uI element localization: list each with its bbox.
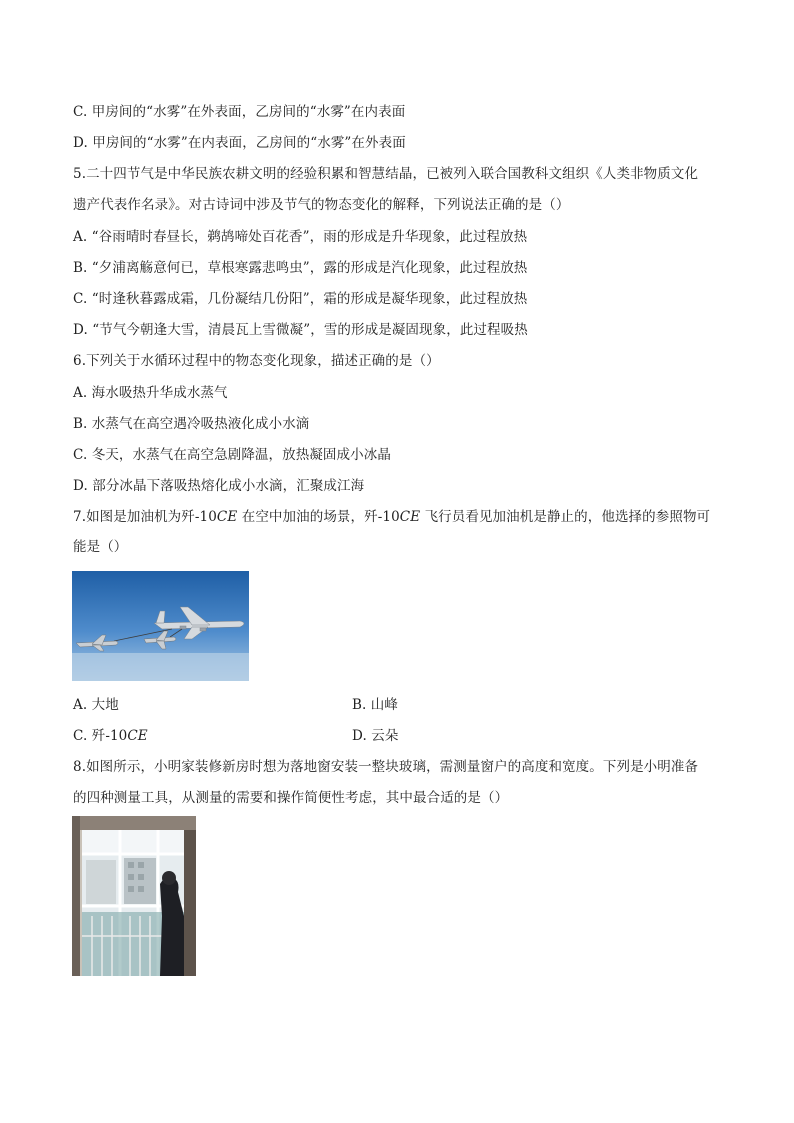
q7-ce-1: CE — [216, 509, 238, 525]
q6-option-b: B. 水蒸气在高空遇冷吸热液化成小水滴 — [73, 416, 310, 432]
q7-option-d: D. 云朵 — [352, 728, 399, 744]
q6-option-a: A. 海水吸热升华成水蒸气 — [73, 385, 228, 401]
q6-option-c: C. 冬天，水蒸气在高空急剧降温，放热凝固成小冰晶 — [73, 447, 391, 463]
q7-stem-line2: 能是（） — [73, 539, 128, 555]
q5-stem-line2: 遗产代表作名录》。对古诗词中涉及节气的物态变化的解释，下列说法正确的是（） — [73, 197, 570, 213]
q8-stem-line1: 8.如图所示，小明家装修新房时想为落地窗安装一整块玻璃，需测量窗户的高度和宽度。下列是小明准备 — [73, 759, 699, 775]
q5-stem-line1: 5.二十四节气是中华民族农耕文明的经验积累和智慧结晶，已被列入联合国教科文组织《人类非物质文化 — [73, 166, 699, 182]
q4-option-c: C. 甲房间的“水雾”在外表面，乙房间的“水雾”在内表面 — [73, 104, 406, 120]
floor-window-photo — [72, 816, 196, 976]
q7-ce-2: CE — [399, 509, 421, 525]
q6-stem: 6.下列关于水循环过程中的物态变化现象，描述正确的是（） — [73, 353, 440, 369]
q7-stem-part3: 飞行员看见加油机是静止的，他选择的参照物可 — [424, 509, 711, 525]
q5-option-a: A. “谷雨晴时春昼长，鹈鸪啼处百花香”，雨的形成是升华现象，此过程放热 — [73, 229, 528, 245]
q7-stem-part2: 在空中加油的场景，歼-10 — [241, 509, 400, 525]
q7-option-c-prefix: C. 歼-10 — [73, 728, 128, 744]
q5-option-c: C. “时逢秋暮露成霜，几份凝结几份阳”，霜的形成是凝华现象，此过程放热 — [73, 291, 528, 307]
q8-stem-line2: 的四种测量工具，从测量的需要和操作简便性考虑，其中最合适的是（） — [73, 790, 509, 806]
q7-option-c — [73, 726, 148, 746]
q6-option-d: D. 部分冰晶下落吸热熔化成小水滴，汇聚成江海 — [73, 478, 365, 494]
q4-option-d: D. 甲房间的“水雾”在内表面，乙房间的“水雾”在外表面 — [73, 135, 406, 151]
q7-option-b: B. 山峰 — [352, 697, 399, 713]
refueling-aircraft-photo — [72, 571, 249, 681]
q5-option-d: D. “节气今朝逢大雪，清晨瓦上雪微凝”，雪的形成是凝固现象，此过程吸热 — [73, 322, 528, 338]
q7-option-a: A. 大地 — [73, 697, 119, 713]
q7-stem-part1: 7.如图是加油机为歼-10 — [73, 509, 217, 525]
q5-option-b: B. “夕浦离觞意何已，草根寒露悲鸣虫”，露的形成是汽化现象，此过程放热 — [73, 260, 528, 276]
q7-option-c-ce: CE — [127, 728, 148, 744]
q7-stem-line1 — [73, 507, 710, 527]
